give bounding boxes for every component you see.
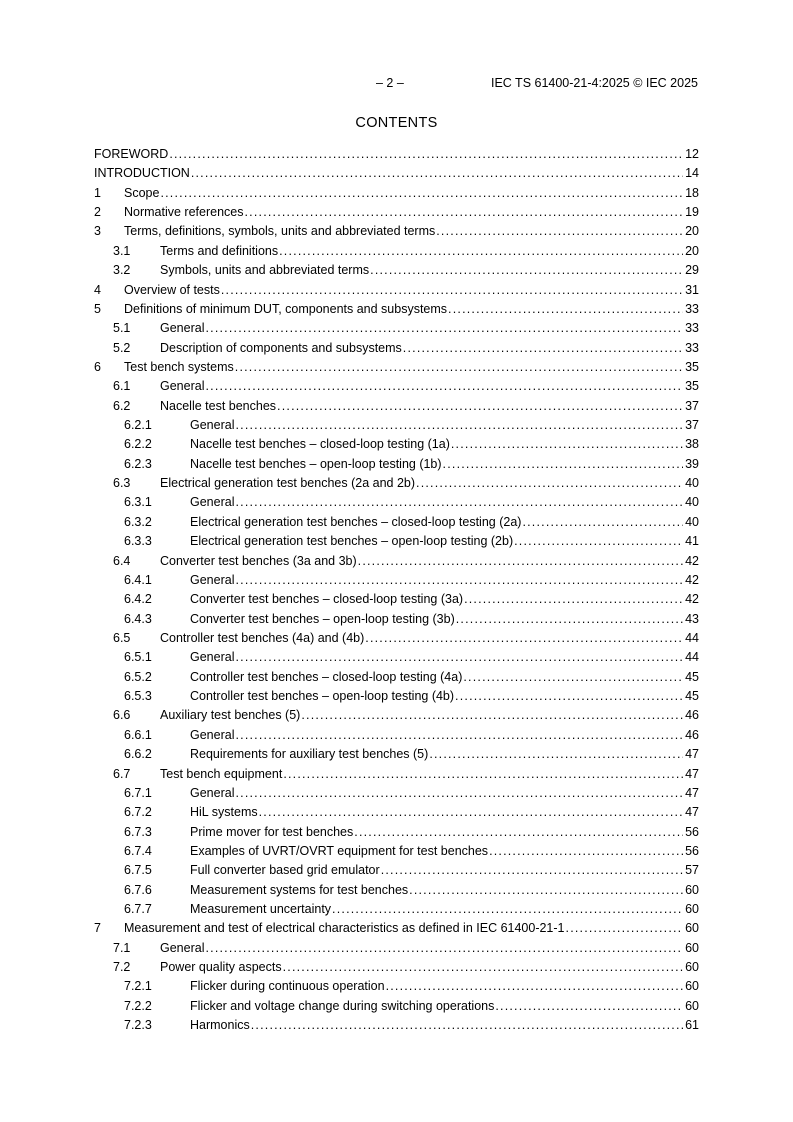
toc-entry-page: 40 — [683, 513, 699, 532]
toc-entry[interactable] — [94, 397, 699, 416]
toc-entry-number: 7.2.3 — [124, 1018, 152, 1033]
toc-entry-line — [160, 552, 699, 571]
toc-entry[interactable] — [94, 648, 699, 667]
toc-entry-page: 47 — [683, 803, 699, 822]
toc-entry[interactable] — [94, 339, 699, 358]
table-of-contents — [94, 145, 699, 1036]
toc-entry-number: 6.6.1 — [124, 727, 152, 742]
toc-entry-number: 6.7.2 — [124, 805, 152, 820]
toc-entry-page: 42 — [683, 552, 699, 571]
toc-entry-line — [124, 300, 699, 319]
toc-entry-label: Electrical generation test benches – closed-loop testing (2a) — [190, 513, 522, 532]
dot-leader — [245, 203, 684, 222]
dot-leader — [205, 939, 683, 958]
toc-entry-page: 37 — [683, 397, 699, 416]
toc-entry-page: 47 — [683, 784, 699, 803]
toc-entry-number: 5.2 — [113, 340, 131, 355]
dot-leader — [205, 319, 683, 338]
toc-entry-label: Test bench equipment — [160, 765, 283, 784]
toc-entry-number: 6.2.3 — [124, 456, 152, 471]
dot-leader — [386, 977, 684, 996]
dot-leader — [464, 590, 683, 609]
toc-entry-line — [124, 184, 699, 203]
toc-entry-page: 47 — [683, 745, 699, 764]
toc-entry-label: Full converter based grid emulator — [190, 861, 381, 880]
toc-entry-label: Scope — [124, 184, 160, 203]
toc-entry-line — [160, 958, 699, 977]
toc-entry-line — [160, 939, 699, 958]
toc-entry-line — [190, 881, 699, 900]
dot-leader — [436, 222, 683, 241]
toc-entry-number: 2 — [94, 205, 101, 220]
toc-entry-page: 60 — [683, 881, 699, 900]
dot-leader — [370, 261, 683, 280]
toc-entry-number: 6.7 — [113, 766, 131, 781]
toc-entry-page: 46 — [683, 726, 699, 745]
toc-entry-page: 20 — [683, 242, 699, 261]
dot-leader — [332, 900, 683, 919]
toc-entry-number: 6.6.2 — [124, 747, 152, 762]
toc-entry-number: 7.1 — [113, 940, 131, 955]
standard-reference: IEC TS 61400-21-4:2025 © IEC 2025 — [490, 76, 698, 90]
dot-leader — [169, 145, 683, 164]
toc-entry-number: 1 — [94, 185, 101, 200]
dot-leader — [235, 571, 683, 590]
toc-entry[interactable] — [94, 784, 699, 803]
toc-entry-number: 4 — [94, 282, 101, 297]
toc-entry-page: 60 — [683, 939, 699, 958]
toc-entry[interactable] — [94, 319, 699, 338]
toc-entry-number: 6.7.3 — [124, 824, 152, 839]
toc-entry-label: Nacelle test benches – open-loop testing (1b) — [190, 455, 443, 474]
toc-entry-line — [190, 977, 699, 996]
toc-entry[interactable] — [94, 435, 699, 454]
dot-leader — [354, 823, 683, 842]
dot-leader — [409, 881, 683, 900]
toc-entry[interactable] — [94, 977, 699, 996]
toc-entry-label: Terms and definitions — [160, 242, 279, 261]
toc-entry-label: Nacelle test benches — [160, 397, 277, 416]
toc-entry[interactable] — [94, 261, 699, 280]
toc-entry-label: Test bench systems — [124, 358, 235, 377]
dot-leader — [221, 281, 683, 300]
toc-entry-label: General — [160, 939, 205, 958]
toc-entry-number: 6.7.6 — [124, 882, 152, 897]
toc-entry-page: 44 — [683, 648, 699, 667]
toc-entry[interactable] — [94, 687, 699, 706]
toc-entry[interactable] — [94, 552, 699, 571]
toc-entry[interactable] — [94, 493, 699, 512]
dot-leader — [235, 358, 683, 377]
toc-entry-label: Measurement systems for test benches — [190, 881, 409, 900]
toc-entry-label: Description of components and subsystems — [160, 339, 403, 358]
toc-entry[interactable] — [94, 203, 699, 222]
dot-leader — [365, 629, 683, 648]
toc-entry-number: 6.2.2 — [124, 437, 152, 452]
toc-entry-line — [190, 513, 699, 532]
toc-entry-line — [190, 435, 699, 454]
toc-entry[interactable] — [94, 997, 699, 1016]
toc-entry-page: 60 — [683, 977, 699, 996]
toc-entry-page: 33 — [683, 339, 699, 358]
toc-entry-label: Converter test benches – open-loop testing (3b) — [190, 610, 456, 629]
toc-entry-number: 6.3.1 — [124, 495, 152, 510]
toc-entry-line — [190, 997, 699, 1016]
toc-entry-number: 6.5.2 — [124, 669, 152, 684]
toc-entry-label: Converter test benches – closed-loop testing (3a) — [190, 590, 464, 609]
toc-entry-number: 5.1 — [113, 321, 131, 336]
toc-entry-page: 33 — [683, 319, 699, 338]
toc-entry-number: 7.2 — [113, 960, 131, 975]
toc-entry-number: 6.7.5 — [124, 863, 152, 878]
toc-entry-page: 45 — [683, 668, 699, 687]
dot-leader — [566, 919, 684, 938]
toc-entry-page: 33 — [683, 300, 699, 319]
contents-title: CONTENTS — [355, 115, 438, 131]
toc-entry-page: 31 — [683, 281, 699, 300]
toc-entry-label: Power quality aspects — [160, 958, 283, 977]
toc-entry-line — [190, 1016, 699, 1035]
toc-entry-label: General — [190, 493, 235, 512]
toc-entry-label: Flicker during continuous operation — [190, 977, 386, 996]
toc-entry-number: 6.3.3 — [124, 534, 152, 549]
toc-entry-page: 18 — [683, 184, 699, 203]
dot-leader — [495, 997, 683, 1016]
toc-entry[interactable] — [94, 745, 699, 764]
toc-entry[interactable] — [94, 803, 699, 822]
toc-entry-line — [190, 416, 699, 435]
toc-entry[interactable] — [94, 861, 699, 880]
toc-entry-label: Terms, definitions, symbols, units and abbreviated terms — [124, 222, 436, 241]
toc-entry-line — [160, 474, 699, 493]
toc-entry[interactable] — [94, 881, 699, 900]
toc-entry-page: 40 — [683, 474, 699, 493]
dot-leader — [456, 610, 683, 629]
toc-entry[interactable] — [94, 416, 699, 435]
dot-leader — [448, 300, 683, 319]
toc-entry-label: Electrical generation test benches (2a and 2b) — [160, 474, 416, 493]
toc-entry-line — [160, 629, 699, 648]
toc-entry-line — [160, 339, 699, 358]
toc-entry-number: 7.2.2 — [124, 998, 152, 1013]
toc-entry-label: Controller test benches – open-loop testing (4b) — [190, 687, 455, 706]
dot-leader — [251, 1016, 683, 1035]
toc-entry-number: 6.7.1 — [124, 785, 152, 800]
dot-leader — [514, 532, 683, 551]
toc-entry-page: 42 — [683, 571, 699, 590]
toc-entry-page: 29 — [683, 261, 699, 280]
toc-entry-line — [160, 706, 699, 725]
dot-leader — [277, 397, 683, 416]
toc-entry-label: General — [190, 648, 235, 667]
toc-entry-label: Harmonics — [190, 1016, 251, 1035]
toc-entry[interactable] — [94, 610, 699, 629]
dot-leader — [235, 784, 683, 803]
toc-entry-page: 60 — [683, 958, 699, 977]
toc-entry-label: General — [190, 784, 235, 803]
toc-entry-label: General — [190, 726, 235, 745]
toc-entry-number: 6.5.1 — [124, 650, 152, 665]
toc-entry-line — [190, 803, 699, 822]
toc-entry-line — [94, 145, 699, 164]
dot-leader — [489, 842, 683, 861]
toc-entry[interactable] — [94, 706, 699, 725]
toc-entry-line — [190, 610, 699, 629]
dot-leader — [283, 958, 684, 977]
toc-entry-page: 57 — [683, 861, 699, 880]
toc-entry[interactable] — [94, 571, 699, 590]
toc-entry-label: Requirements for auxiliary test benches (5) — [190, 745, 429, 764]
toc-entry-line — [190, 842, 699, 861]
toc-entry-number: 6.2 — [113, 398, 131, 413]
toc-entry[interactable] — [94, 823, 699, 842]
toc-entry-line — [160, 261, 699, 280]
toc-entry[interactable] — [94, 145, 699, 164]
toc-entry-line — [190, 900, 699, 919]
toc-entry[interactable] — [94, 1016, 699, 1035]
toc-entry-line — [190, 571, 699, 590]
toc-entry-page: 45 — [683, 687, 699, 706]
toc-entry-line — [190, 745, 699, 764]
toc-entry-label: Symbols, units and abbreviated terms — [160, 261, 370, 280]
toc-entry-label: Controller test benches (4a) and (4b) — [160, 629, 365, 648]
toc-entry[interactable] — [94, 919, 699, 938]
toc-entry[interactable] — [94, 842, 699, 861]
toc-entry-label: Nacelle test benches – closed-loop testing (1a) — [190, 435, 451, 454]
dot-leader — [279, 242, 683, 261]
toc-entry-page: 42 — [683, 590, 699, 609]
toc-entry-label: Auxiliary test benches (5) — [160, 706, 301, 725]
toc-entry[interactable] — [94, 377, 699, 396]
toc-entry-number: 6.7.7 — [124, 902, 152, 917]
toc-entry-number: 7.2.1 — [124, 979, 152, 994]
toc-entry-label: Definitions of minimum DUT, components and subsystems — [124, 300, 448, 319]
toc-entry-page: 60 — [683, 997, 699, 1016]
toc-entry-line — [160, 765, 699, 784]
dot-leader — [451, 435, 683, 454]
toc-entry-number: 6.5 — [113, 630, 131, 645]
toc-entry-label: General — [160, 377, 205, 396]
toc-entry-label: Electrical generation test benches – open-loop testing (2b) — [190, 532, 514, 551]
toc-entry-number: 7 — [94, 921, 101, 936]
toc-entry-number: 3.2 — [113, 263, 131, 278]
toc-entry-label: FOREWORD — [94, 145, 169, 164]
toc-entry-line — [190, 532, 699, 551]
dot-leader — [235, 416, 683, 435]
dot-leader — [522, 513, 683, 532]
toc-entry-page: 61 — [683, 1016, 699, 1035]
toc-entry-line — [190, 590, 699, 609]
toc-entry-line — [124, 358, 699, 377]
toc-entry-number: 6.4 — [113, 553, 131, 568]
toc-entry[interactable] — [94, 668, 699, 687]
toc-entry-label: Converter test benches (3a and 3b) — [160, 552, 358, 571]
toc-entry-number: 6.7.4 — [124, 843, 152, 858]
toc-entry-number: 6.2.1 — [124, 418, 152, 433]
toc-entry-page: 46 — [683, 706, 699, 725]
toc-entry-label: Measurement and test of electrical characteristics as defined in IEC 61400-21-1 — [124, 919, 566, 938]
toc-entry-page: 35 — [683, 358, 699, 377]
dot-leader — [205, 377, 683, 396]
toc-entry[interactable] — [94, 358, 699, 377]
page-header — [0, 76, 793, 92]
toc-entry[interactable] — [94, 300, 699, 319]
toc-entry-page: 43 — [683, 610, 699, 629]
toc-entry-label: Measurement uncertainty — [190, 900, 332, 919]
dot-leader — [455, 687, 683, 706]
toc-entry-line — [190, 455, 699, 474]
toc-entry-page: 41 — [683, 532, 699, 551]
dot-leader — [416, 474, 683, 493]
toc-entry-label: Normative references — [124, 203, 245, 222]
toc-entry-label: Overview of tests — [124, 281, 221, 300]
toc-entry-line — [190, 668, 699, 687]
toc-entry-number: 6.4.3 — [124, 611, 152, 626]
toc-entry-line — [160, 397, 699, 416]
toc-entry[interactable] — [94, 532, 699, 551]
toc-entry-page: 56 — [683, 842, 699, 861]
dot-leader — [443, 455, 684, 474]
dot-leader — [160, 184, 683, 203]
toc-entry-number: 6.4.2 — [124, 592, 152, 607]
toc-entry-number: 6.6 — [113, 708, 131, 723]
dot-leader — [259, 803, 683, 822]
toc-entry-line — [160, 242, 699, 261]
toc-entry-page: 44 — [683, 629, 699, 648]
dot-leader — [191, 164, 683, 183]
toc-entry-number: 3 — [94, 224, 101, 239]
toc-entry[interactable] — [94, 590, 699, 609]
toc-entry[interactable] — [94, 474, 699, 493]
toc-entry[interactable] — [94, 900, 699, 919]
toc-entry-number: 6.3 — [113, 476, 131, 491]
toc-entry-line — [94, 164, 699, 183]
dot-leader — [235, 493, 683, 512]
toc-entry-page: 47 — [683, 765, 699, 784]
toc-entry[interactable] — [94, 242, 699, 261]
toc-entry-number: 6.1 — [113, 379, 131, 394]
toc-entry[interactable] — [94, 629, 699, 648]
toc-entry-line — [190, 726, 699, 745]
toc-entry-number: 5 — [94, 301, 101, 316]
toc-entry-line — [190, 687, 699, 706]
dot-leader — [358, 552, 683, 571]
toc-entry-page: 35 — [683, 377, 699, 396]
toc-entry-line — [124, 203, 699, 222]
toc-entry-line — [160, 319, 699, 338]
dot-leader — [429, 745, 683, 764]
dot-leader — [301, 706, 683, 725]
dot-leader — [403, 339, 683, 358]
toc-entry-page: 38 — [683, 435, 699, 454]
toc-entry-line — [190, 823, 699, 842]
dot-leader — [381, 861, 683, 880]
toc-entry-page: 19 — [683, 203, 699, 222]
page-number: – 2 – — [376, 76, 404, 90]
dot-leader — [235, 648, 683, 667]
dot-leader — [283, 765, 683, 784]
toc-entry[interactable] — [94, 222, 699, 241]
toc-entry-label: Examples of UVRT/OVRT equipment for test benches — [190, 842, 489, 861]
toc-entry-page: 37 — [683, 416, 699, 435]
toc-entry-line — [124, 222, 699, 241]
toc-entry-line — [190, 493, 699, 512]
toc-entry[interactable] — [94, 513, 699, 532]
toc-entry-line — [190, 784, 699, 803]
toc-entry-number: 6 — [94, 359, 101, 374]
toc-entry[interactable] — [94, 958, 699, 977]
toc-entry-number: 6.4.1 — [124, 572, 152, 587]
toc-entry-label: HiL systems — [190, 803, 259, 822]
toc-entry-page: 60 — [683, 900, 699, 919]
toc-entry-label: Prime mover for test benches — [190, 823, 354, 842]
toc-entry-page: 39 — [683, 455, 699, 474]
toc-entry-line — [160, 377, 699, 396]
toc-entry[interactable] — [94, 184, 699, 203]
toc-entry-line — [124, 919, 699, 938]
toc-entry-number: 3.1 — [113, 243, 131, 258]
toc-entry-line — [190, 648, 699, 667]
toc-entry-page: 20 — [683, 222, 699, 241]
toc-entry-line — [124, 281, 699, 300]
toc-entry[interactable] — [94, 726, 699, 745]
toc-entry[interactable] — [94, 939, 699, 958]
toc-entry-page: 14 — [683, 164, 699, 183]
toc-entry-label: General — [160, 319, 205, 338]
toc-entry[interactable] — [94, 164, 699, 183]
toc-entry-page: 56 — [683, 823, 699, 842]
toc-entry-page: 40 — [683, 493, 699, 512]
toc-entry-number: 6.3.2 — [124, 514, 152, 529]
toc-entry-page: 12 — [683, 145, 699, 164]
toc-entry-label: General — [190, 571, 235, 590]
toc-entry-page: 60 — [683, 919, 699, 938]
dot-leader — [235, 726, 683, 745]
toc-entry-label: INTRODUCTION — [94, 164, 191, 183]
toc-entry-label: Flicker and voltage change during switching operations — [190, 997, 495, 1016]
dot-leader — [463, 668, 683, 687]
toc-entry-label: Controller test benches – closed-loop testing (4a) — [190, 668, 463, 687]
toc-entry[interactable] — [94, 765, 699, 784]
toc-entry-label: General — [190, 416, 235, 435]
toc-entry-number: 6.5.3 — [124, 689, 152, 704]
toc-entry-line — [190, 861, 699, 880]
toc-entry[interactable] — [94, 455, 699, 474]
toc-entry[interactable] — [94, 281, 699, 300]
